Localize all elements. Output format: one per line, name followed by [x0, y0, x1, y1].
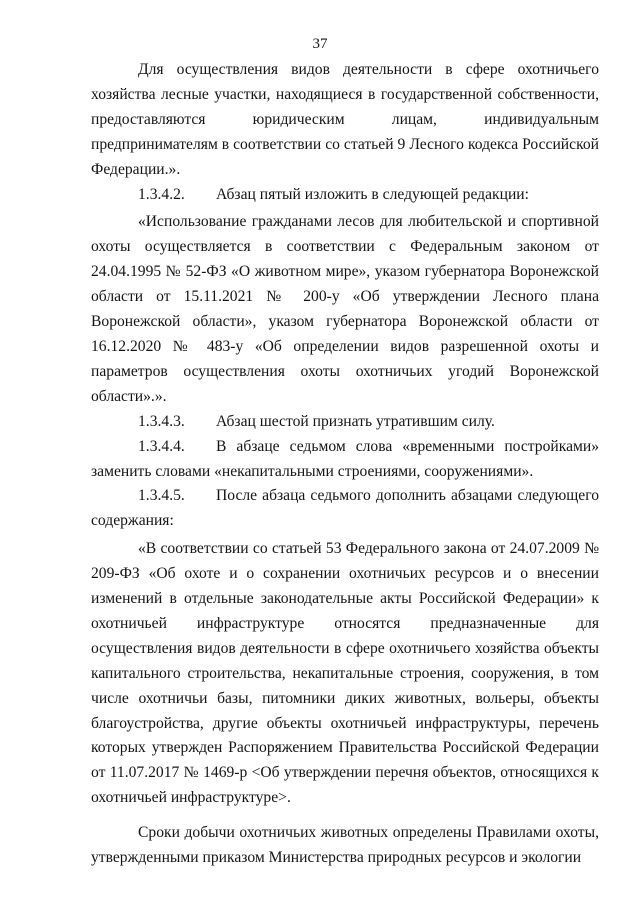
paragraph-forest-use: «Использование гражданами лесов для любительской и спортивной охоты осуществляется в соответствии с Федеральным законом от 24.04.1995 № 52-ФЗ «О животном мире», указом губернатора Воронежской области от 15.11.2021 № 200-у «Об утверждении Лесного плана Воронежской области», указом губернатора Воронежской области от 16.12.2020 № 483-у «Об определении видов разрешенной охоты и параметров осуществления охоты охотничьих угодий Воронежской области».». [91, 213, 599, 405]
paragraph-hunting-infrastructure: «В соответствии со статьей 53 Федерального закона от 24.07.2009 № 209-ФЗ «Об охоте и о сохранении охотничьих ресурсов и о внесении изменений в отдельные законодательные акты Российской Федерации» к охотничьей инфраструктуре относятся предназначенные для осуществления видов деятельности в сфере охотничьего хозяйства объекты капитального строительства, некапитальные строения, сооружения, в том числе охотничьи базы, питомники диких животных, вольеры, объекты благоустройства, другие объекты охотничьей инфраструктуры, перечень которых утвержден Распоряжением Правительства Российской Федерации от 11.07.2017 № 1469-р <Об утверждении перечня объектов, относящихся к охотничьей инфраструктуре>. [91, 540, 599, 807]
item-1-3-4-4 [91, 435, 599, 485]
item-number: 1.3.4.2. [138, 185, 185, 203]
paragraph-forest-plots: Для осуществления видов деятельности в сфере охотничьего хозяйства лесные участки, находящиеся в государственной собственности, предоставляются юридическим лицам, индивидуальным предпринимателям в соответствии со статьей 9 Лесного кодекса Российской Федерации.». [91, 61, 599, 178]
item-text: Абзац пятый изложить в следующей редакции: [216, 185, 529, 203]
paragraph-hunting-terms: Сроки добычи охотничьих животных определены Правилами охоты, утвержденными приказом Министерства природных ресурсов и экологии [91, 824, 599, 867]
page-number: 37 [312, 36, 328, 52]
document-body [91, 58, 599, 871]
item-1-3-4-2 [91, 183, 599, 208]
item-1-3-4-3 [91, 410, 599, 435]
item-number: 1.3.4.3. [138, 412, 185, 430]
item-text: Абзац шестой признать утратившим силу. [216, 412, 495, 430]
item-text: После абзаца седьмого дополнить абзацами следующего содержания: [91, 487, 599, 530]
item-number: 1.3.4.4. [138, 437, 185, 455]
item-text: В абзаце седьмом слова «временными постройками» заменить словами «некапитальными строениями, сооружениями». [91, 437, 599, 480]
item-1-3-4-5 [91, 484, 599, 534]
item-number: 1.3.4.5. [138, 487, 185, 505]
